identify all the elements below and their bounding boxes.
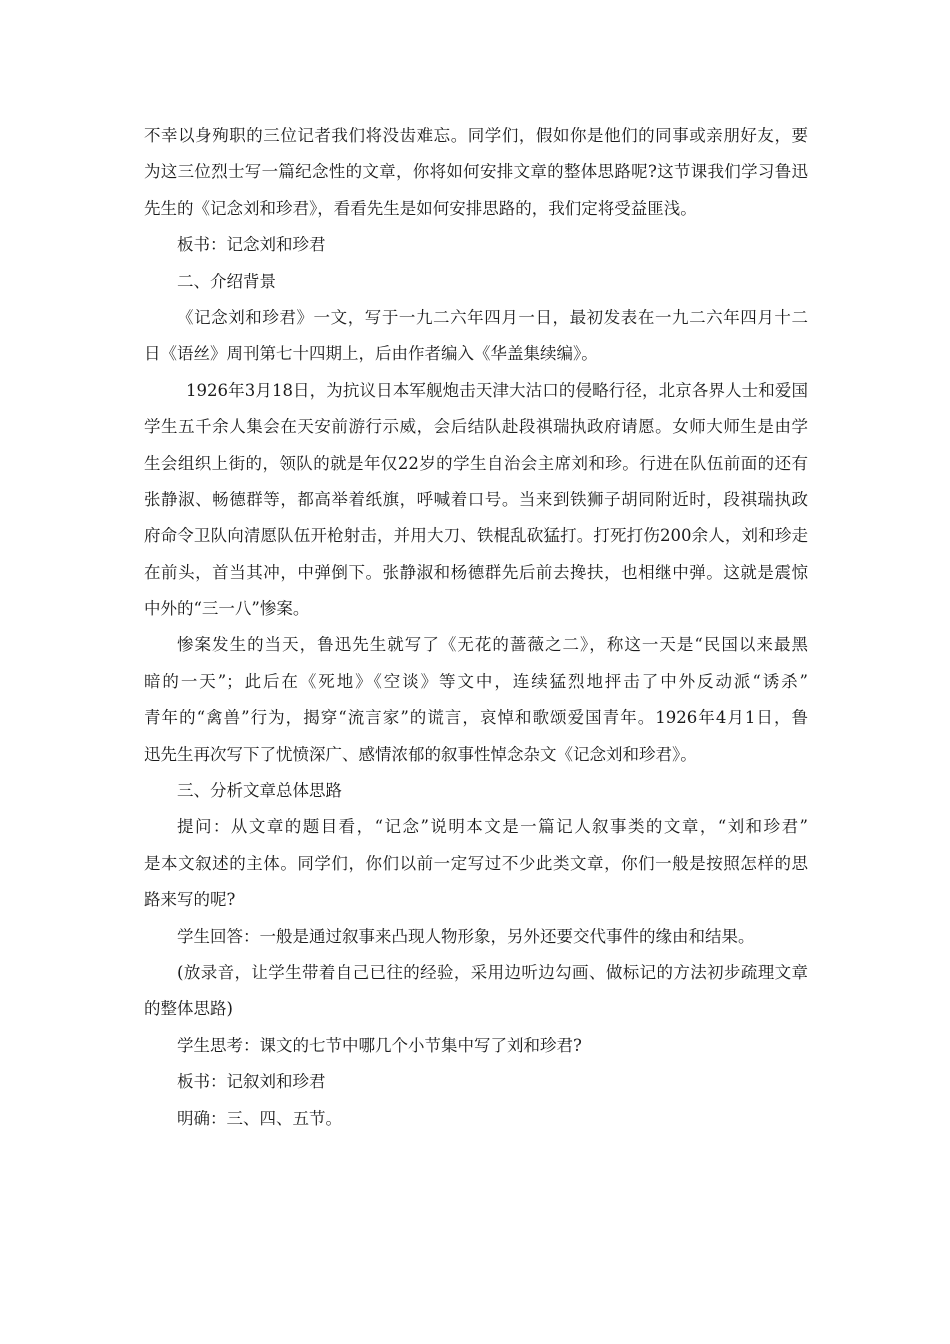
text-line: 学生回答：一般是通过叙事来凸现人物形象，另外还要交代事件的缘由和结果。 [177, 926, 755, 946]
text-line: 二、介绍背景 [177, 271, 276, 291]
text-line: 板书：记叙刘和珍君 [177, 1072, 326, 1092]
text-line: 的整体思路) [144, 999, 233, 1019]
text-line: 生会组织上街的，领队的就是年仅22岁的学生自治会主席刘和珍。行进在队伍前面的还有 [144, 453, 808, 473]
paragraph-history [144, 373, 808, 628]
text-line: 《记念刘和珍君》一文，写于一九二六年四月一日，最初发表在一九二六年四月十二 [177, 307, 808, 327]
text-line: 不幸以身殉职的三位记者我们将没齿难忘。同学们，假如你是他们的同事或亲朋好友，要 [144, 126, 808, 145]
text-line: 在前头，首当其冲，中弹倒下。张静淑和杨德群先后前去搀扶，也相继中弹。这就是震惊 [144, 562, 808, 582]
text-line: 张静淑、畅德群等，都高举着纸旗，呼喊着口号。当来到铁狮子胡同附近时，段祺瑞执政 [144, 489, 808, 509]
document-page [144, 118, 808, 1137]
text-line: 先生的《记念刘和珍君》，看看先生是如何安排思路的，我们定将受益匪浅。 [144, 198, 697, 218]
paragraph-clarification [144, 1101, 808, 1137]
paragraph-question [144, 809, 808, 918]
text-line: 路来写的呢? [144, 890, 236, 910]
section-heading-analysis [144, 773, 808, 809]
text-line: 三、分析文章总体思路 [177, 781, 342, 801]
text-line: 中外的“三一八”惨案。 [144, 599, 310, 619]
paragraph-answer [144, 919, 808, 955]
text-line: 明确：三、四、五节。 [177, 1108, 342, 1128]
paragraph-recording [144, 955, 808, 1028]
section-heading-background [144, 264, 808, 300]
board-note-narrative [144, 1064, 808, 1100]
text-line: 学生五千余人集会在天安前游行示威，会后结队赴段祺瑞执政府请愿。女师大师生是由学 [144, 417, 808, 437]
text-line: 惨案发生的当天，鲁迅先生就写了《无花的蔷薇之二》，称这一天是“民国以来最黑 [177, 635, 808, 655]
paragraph-luxun [144, 627, 808, 773]
paragraph-student-thinking [144, 1028, 808, 1064]
text-line: 是本文叙述的主体。同学们，你们以前一定写过不少此类文章，你们一般是按照怎样的思 [144, 853, 808, 873]
text-line: 为这三位烈士写一篇纪念性的文章，你将如何安排文章的整体思路呢?这节课我们学习鲁迅 [144, 162, 808, 182]
board-note-title [144, 227, 808, 263]
text-line: 板书：记念刘和珍君 [177, 235, 326, 255]
text-line: 学生思考：课文的七节中哪几个小节集中写了刘和珍君? [177, 1035, 582, 1055]
text-line: 府命令卫队向清愿队伍开枪射击，并用大刀、铁棍乱砍猛打。打死打伤200余人，刘和珍走 [144, 526, 808, 546]
paragraph-background [144, 300, 808, 373]
text-line: 提问：从文章的题目看，“记念”说明本文是一篇记人叙事类的文章，“刘和珍君” [177, 817, 808, 837]
text-line: 日《语丝》周刊第七十四期上，后由作者编入《华盖集续编》。 [144, 344, 598, 364]
text-line: 青年的“禽兽”行为，揭穿“流言家”的谎言，哀悼和歌颂爱国青年。1926年4月1日，鲁 [144, 708, 808, 728]
paragraph-intro [144, 118, 808, 227]
text-line: 迅先生再次写下了忧愤深广、感情浓郁的叙事性悼念杂文《记念刘和珍君》。 [144, 744, 697, 764]
text-line: 暗的一天”；此后在《死地》《空谈》等文中，连续猛烈地抨击了中外反动派“诱杀” [144, 671, 808, 691]
text-line: 1926年3月18日，为抗议日本军舰炮击天津大沽口的侵略行径，北京各界人士和爱国 [186, 380, 808, 400]
text-line: (放录音，让学生带着自己已往的经验，采用边听边勾画、做标记的方法初步疏理文章 [177, 962, 808, 982]
